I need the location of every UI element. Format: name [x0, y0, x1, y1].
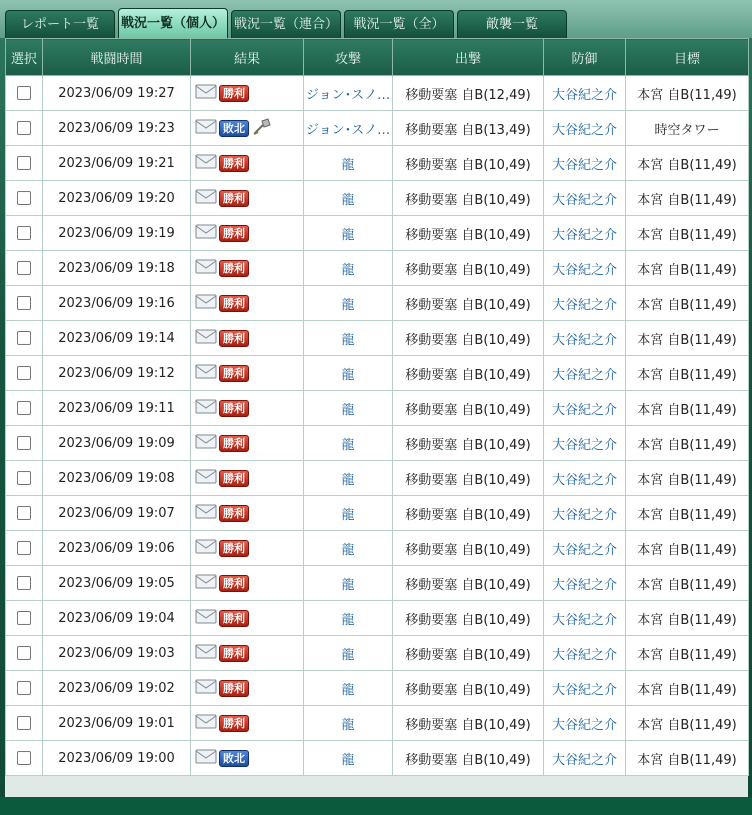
row-checkbox[interactable]: [17, 681, 31, 695]
sortie-cell: 移動要塞 自B(10,49): [393, 496, 544, 531]
row-checkbox[interactable]: [17, 506, 31, 520]
result-cell: [191, 601, 304, 636]
target-cell: 本宮 自B(11,49): [626, 146, 749, 181]
target-cell: 本宮 自B(11,49): [626, 76, 749, 111]
defender-link[interactable]: 大谷紀之介: [551, 437, 617, 453]
defender-cell: [544, 146, 626, 181]
sortie-cell: 移動要塞 自B(12,49): [393, 76, 544, 111]
result-badge[interactable]: 勝利: [219, 155, 249, 172]
battle-time: 2023/06/09 19:08: [43, 461, 191, 496]
sortie-cell: 移動要塞 自B(10,49): [393, 671, 544, 706]
defender-cell: [544, 321, 626, 356]
result-cell: [191, 566, 304, 601]
tab-battle-personal[interactable]: 戦況一覧（個人）: [118, 8, 228, 38]
attacker-link[interactable]: 龍: [341, 647, 355, 663]
battle-time: 2023/06/09 19:00: [43, 741, 191, 776]
sortie-cell: 移動要塞 自B(10,49): [393, 181, 544, 216]
table-row: [6, 671, 749, 706]
result-badge[interactable]: 勝利: [219, 715, 249, 732]
table-row: [6, 286, 749, 321]
attacker-cell: [304, 461, 393, 496]
battle-time: 2023/06/09 19:09: [43, 426, 191, 461]
sortie-cell: 移動要塞 自B(10,49): [393, 146, 544, 181]
row-checkbox[interactable]: [17, 716, 31, 730]
defender-cell: [544, 741, 626, 776]
attacker-link[interactable]: 龍: [341, 507, 355, 523]
row-checkbox[interactable]: [17, 226, 31, 240]
select-cell: [6, 356, 43, 391]
select-cell: [6, 286, 43, 321]
battle-time: 2023/06/09 19:20: [43, 181, 191, 216]
result-cell: [191, 111, 304, 146]
attacker-link[interactable]: ジョン･スノ…: [305, 87, 391, 103]
row-checkbox[interactable]: [17, 261, 31, 275]
sortie-cell: 移動要塞 自B(10,49): [393, 356, 544, 391]
battle-time: 2023/06/09 19:04: [43, 601, 191, 636]
table-row: [6, 741, 749, 776]
table-row: [6, 76, 749, 111]
attacker-link[interactable]: 龍: [341, 297, 355, 313]
row-checkbox[interactable]: [17, 191, 31, 205]
row-checkbox[interactable]: [17, 331, 31, 345]
result-cell: [191, 181, 304, 216]
envelope-icon[interactable]: [195, 643, 217, 663]
envelope-icon[interactable]: [195, 398, 217, 418]
target-cell: 本宮 自B(11,49): [626, 531, 749, 566]
select-cell: [6, 531, 43, 566]
envelope-icon[interactable]: [195, 573, 217, 593]
defender-cell: [544, 636, 626, 671]
target-cell: 本宮 自B(11,49): [626, 496, 749, 531]
result-cell: [191, 496, 304, 531]
attacker-cell: [304, 216, 393, 251]
result-badge[interactable]: 勝利: [219, 295, 249, 312]
defender-link[interactable]: 大谷紀之介: [551, 332, 617, 348]
target-cell: 時空タワー: [626, 111, 749, 146]
row-checkbox[interactable]: [17, 471, 31, 485]
attacker-cell: [304, 251, 393, 286]
attacker-cell: [304, 146, 393, 181]
attacker-link[interactable]: 龍: [341, 157, 355, 173]
table-row: [6, 601, 749, 636]
battle-time: 2023/06/09 19:12: [43, 356, 191, 391]
sortie-cell: 移動要塞 自B(10,49): [393, 426, 544, 461]
defender-link[interactable]: 大谷紀之介: [551, 612, 617, 628]
header-attacker: 攻撃: [304, 39, 393, 76]
tab-battle-all[interactable]: 戦況一覧（全）: [344, 10, 454, 38]
envelope-icon[interactable]: [195, 83, 217, 103]
attacker-cell: [304, 321, 393, 356]
envelope-icon[interactable]: [195, 188, 217, 208]
select-cell: [6, 321, 43, 356]
envelope-icon[interactable]: [195, 258, 217, 278]
result-badge[interactable]: 勝利: [219, 260, 249, 277]
defender-link[interactable]: 大谷紀之介: [551, 87, 617, 103]
tab-battle-alliance[interactable]: 戦況一覧（連合）: [231, 10, 341, 38]
select-cell: [6, 636, 43, 671]
battle-time: 2023/06/09 19:27: [43, 76, 191, 111]
row-checkbox[interactable]: [17, 366, 31, 380]
row-checkbox[interactable]: [17, 401, 31, 415]
table-row: [6, 356, 749, 391]
table-row: [6, 181, 749, 216]
table-row: [6, 566, 749, 601]
result-badge[interactable]: 勝利: [219, 505, 249, 522]
table-row: [6, 531, 749, 566]
select-cell: [6, 76, 43, 111]
envelope-icon[interactable]: [195, 713, 217, 733]
defender-link[interactable]: 大谷紀之介: [551, 577, 617, 593]
defender-link[interactable]: 大谷紀之介: [551, 542, 617, 558]
result-cell: [191, 636, 304, 671]
envelope-icon[interactable]: [195, 223, 217, 243]
battle-time: 2023/06/09 19:07: [43, 496, 191, 531]
sortie-cell: 移動要塞 自B(10,49): [393, 636, 544, 671]
sortie-cell: 移動要塞 自B(10,49): [393, 601, 544, 636]
header-target: 目標: [626, 39, 749, 76]
attacker-link[interactable]: ジョン･スノ…: [305, 122, 391, 138]
attacker-cell: [304, 181, 393, 216]
envelope-icon[interactable]: [195, 503, 217, 523]
table-row: [6, 426, 749, 461]
sortie-cell: 移動要塞 自B(10,49): [393, 321, 544, 356]
result-cell: [191, 461, 304, 496]
defender-link[interactable]: 大谷紀之介: [551, 647, 617, 663]
battle-time: 2023/06/09 19:16: [43, 286, 191, 321]
sortie-cell: 移動要塞 自B(10,49): [393, 566, 544, 601]
envelope-icon[interactable]: [195, 363, 217, 383]
table-row: [6, 321, 749, 356]
target-cell: 本宮 自B(11,49): [626, 601, 749, 636]
select-cell: [6, 391, 43, 426]
defender-cell: [544, 531, 626, 566]
table-row: [6, 636, 749, 671]
target-cell: 本宮 自B(11,49): [626, 741, 749, 776]
attacker-link[interactable]: 龍: [341, 752, 355, 768]
defender-link[interactable]: 大谷紀之介: [551, 297, 617, 313]
result-badge[interactable]: 勝利: [219, 470, 249, 487]
target-cell: 本宮 自B(11,49): [626, 286, 749, 321]
defender-link[interactable]: 大谷紀之介: [551, 507, 617, 523]
attacker-link[interactable]: 龍: [341, 717, 355, 733]
target-cell: 本宮 自B(11,49): [626, 216, 749, 251]
defender-link[interactable]: 大谷紀之介: [551, 262, 617, 278]
table-row: [6, 216, 749, 251]
sortie-cell: 移動要塞 自B(10,49): [393, 216, 544, 251]
result-cell: [191, 531, 304, 566]
select-cell: [6, 496, 43, 531]
defender-cell: [544, 601, 626, 636]
table-header-row: [6, 39, 749, 76]
battle-time: 2023/06/09 19:19: [43, 216, 191, 251]
defender-cell: [544, 216, 626, 251]
select-cell: [6, 426, 43, 461]
result-badge[interactable]: 勝利: [219, 680, 249, 697]
envelope-icon[interactable]: [195, 748, 217, 768]
bottom-bar: [0, 797, 752, 815]
defender-cell: [544, 566, 626, 601]
defender-cell: [544, 111, 626, 146]
row-checkbox[interactable]: [17, 541, 31, 555]
result-cell: [191, 251, 304, 286]
tab-enemy-raids[interactable]: 敵襲一覧: [457, 10, 567, 38]
target-cell: 本宮 自B(11,49): [626, 426, 749, 461]
defender-cell: [544, 76, 626, 111]
target-cell: 本宮 自B(11,49): [626, 461, 749, 496]
target-cell: 本宮 自B(11,49): [626, 391, 749, 426]
defender-cell: [544, 356, 626, 391]
target-cell: 本宮 自B(11,49): [626, 181, 749, 216]
defender-cell: [544, 426, 626, 461]
result-cell: [191, 391, 304, 426]
defender-cell: [544, 286, 626, 321]
target-cell: 本宮 自B(11,49): [626, 356, 749, 391]
result-cell: [191, 146, 304, 181]
select-cell: [6, 741, 43, 776]
attacker-link[interactable]: 龍: [341, 192, 355, 208]
envelope-icon[interactable]: [195, 468, 217, 488]
header-select: 選択: [6, 39, 43, 76]
result-badge[interactable]: 勝利: [219, 330, 249, 347]
attacker-cell: [304, 531, 393, 566]
tab-report-list[interactable]: レポート一覧: [5, 10, 115, 38]
defender-link[interactable]: 大谷紀之介: [551, 192, 617, 208]
result-cell: [191, 426, 304, 461]
select-cell: [6, 566, 43, 601]
defender-cell: [544, 461, 626, 496]
sortie-cell: 移動要塞 自B(10,49): [393, 706, 544, 741]
attacker-link[interactable]: 龍: [341, 332, 355, 348]
defender-link[interactable]: 大谷紀之介: [551, 682, 617, 698]
attacker-link[interactable]: 龍: [341, 367, 355, 383]
sortie-cell: 移動要塞 自B(10,49): [393, 251, 544, 286]
result-badge[interactable]: 勝利: [219, 645, 249, 662]
result-cell: [191, 706, 304, 741]
target-cell: 本宮 自B(11,49): [626, 321, 749, 356]
row-checkbox[interactable]: [17, 646, 31, 660]
target-cell: 本宮 自B(11,49): [626, 706, 749, 741]
target-cell: 本宮 自B(11,49): [626, 636, 749, 671]
result-badge[interactable]: 勝利: [219, 190, 249, 207]
table-row: [6, 496, 749, 531]
result-badge[interactable]: 勝利: [219, 575, 249, 592]
row-checkbox[interactable]: [17, 436, 31, 450]
defender-link[interactable]: 大谷紀之介: [551, 157, 617, 173]
envelope-icon[interactable]: [195, 118, 217, 138]
attacker-cell: [304, 111, 393, 146]
sortie-cell: 移動要塞 自B(10,49): [393, 531, 544, 566]
attacker-link[interactable]: 龍: [341, 577, 355, 593]
select-cell: [6, 461, 43, 496]
defender-cell: [544, 496, 626, 531]
battle-time: 2023/06/09 19:23: [43, 111, 191, 146]
defender-link[interactable]: 大谷紀之介: [551, 122, 617, 138]
battle-table: [5, 38, 749, 776]
defender-link[interactable]: 大谷紀之介: [551, 752, 617, 768]
table-row: [6, 706, 749, 741]
attacker-link[interactable]: 龍: [341, 402, 355, 418]
defender-cell: [544, 706, 626, 741]
select-cell: [6, 706, 43, 741]
attacker-cell: [304, 76, 393, 111]
defender-link[interactable]: 大谷紀之介: [551, 227, 617, 243]
result-cell: [191, 286, 304, 321]
result-cell: [191, 671, 304, 706]
select-cell: [6, 251, 43, 286]
target-cell: 本宮 自B(11,49): [626, 251, 749, 286]
table-row: [6, 111, 749, 146]
row-checkbox[interactable]: [17, 751, 31, 765]
sortie-cell: 移動要塞 自B(10,49): [393, 391, 544, 426]
defender-cell: [544, 391, 626, 426]
result-badge[interactable]: 敗北: [219, 750, 249, 767]
shovel-icon: [252, 117, 272, 139]
attacker-link[interactable]: 龍: [341, 612, 355, 628]
defender-link[interactable]: 大谷紀之介: [551, 717, 617, 733]
sortie-cell: 移動要塞 自B(10,49): [393, 741, 544, 776]
sortie-cell: 移動要塞 自B(10,49): [393, 461, 544, 496]
battle-time: 2023/06/09 19:11: [43, 391, 191, 426]
envelope-icon[interactable]: [195, 538, 217, 558]
table-body: [6, 76, 749, 776]
table-row: [6, 391, 749, 426]
row-checkbox[interactable]: [17, 156, 31, 170]
result-badge[interactable]: 勝利: [219, 435, 249, 452]
battle-time: 2023/06/09 19:03: [43, 636, 191, 671]
result-cell: [191, 321, 304, 356]
attacker-cell: [304, 601, 393, 636]
battle-time: 2023/06/09 19:02: [43, 671, 191, 706]
select-cell: [6, 216, 43, 251]
row-checkbox[interactable]: [17, 611, 31, 625]
attacker-cell: [304, 566, 393, 601]
envelope-icon[interactable]: [195, 293, 217, 313]
result-badge[interactable]: 勝利: [219, 540, 249, 557]
attacker-cell: [304, 496, 393, 531]
attacker-cell: [304, 706, 393, 741]
table-row: [6, 461, 749, 496]
battle-table-container: [5, 38, 748, 797]
result-cell: [191, 356, 304, 391]
target-cell: 本宮 自B(11,49): [626, 566, 749, 601]
header-sortie: 出撃: [393, 39, 544, 76]
attacker-link[interactable]: 龍: [341, 542, 355, 558]
select-cell: [6, 111, 43, 146]
row-checkbox[interactable]: [17, 576, 31, 590]
defender-cell: [544, 671, 626, 706]
attacker-link[interactable]: 龍: [341, 682, 355, 698]
select-cell: [6, 671, 43, 706]
table-row: [6, 251, 749, 286]
battle-time: 2023/06/09 19:14: [43, 321, 191, 356]
select-cell: [6, 601, 43, 636]
battle-time: 2023/06/09 19:21: [43, 146, 191, 181]
result-badge[interactable]: 勝利: [219, 225, 249, 242]
attacker-cell: [304, 286, 393, 321]
result-badge[interactable]: 敗北: [219, 120, 249, 137]
envelope-icon[interactable]: [195, 608, 217, 628]
header-defender: 防御: [544, 39, 626, 76]
envelope-icon[interactable]: [195, 678, 217, 698]
row-checkbox[interactable]: [17, 86, 31, 100]
result-badge[interactable]: 勝利: [219, 400, 249, 417]
attacker-link[interactable]: 龍: [341, 437, 355, 453]
envelope-icon[interactable]: [195, 433, 217, 453]
attacker-cell: [304, 356, 393, 391]
result-badge[interactable]: 勝利: [219, 610, 249, 627]
row-checkbox[interactable]: [17, 121, 31, 135]
attacker-cell: [304, 741, 393, 776]
defender-link[interactable]: 大谷紀之介: [551, 367, 617, 383]
battle-time: 2023/06/09 19:06: [43, 531, 191, 566]
header-result: 結果: [191, 39, 304, 76]
defender-cell: [544, 181, 626, 216]
defender-link[interactable]: 大谷紀之介: [551, 472, 617, 488]
tab-bar: [0, 0, 752, 38]
attacker-link[interactable]: 龍: [341, 472, 355, 488]
defender-link[interactable]: 大谷紀之介: [551, 402, 617, 418]
table-row: [6, 146, 749, 181]
result-cell: [191, 741, 304, 776]
sortie-cell: 移動要塞 自B(10,49): [393, 286, 544, 321]
select-cell: [6, 181, 43, 216]
envelope-icon[interactable]: [195, 328, 217, 348]
attacker-link[interactable]: 龍: [341, 227, 355, 243]
battle-time: 2023/06/09 19:18: [43, 251, 191, 286]
battle-time: 2023/06/09 19:05: [43, 566, 191, 601]
sortie-cell: 移動要塞 自B(13,49): [393, 111, 544, 146]
battle-time: 2023/06/09 19:01: [43, 706, 191, 741]
select-cell: [6, 146, 43, 181]
defender-cell: [544, 251, 626, 286]
attacker-cell: [304, 636, 393, 671]
target-cell: 本宮 自B(11,49): [626, 671, 749, 706]
envelope-icon[interactable]: [195, 153, 217, 173]
result-badge[interactable]: 勝利: [219, 365, 249, 382]
attacker-link[interactable]: 龍: [341, 262, 355, 278]
header-battle-time: 戦闘時間: [43, 39, 191, 76]
result-cell: [191, 76, 304, 111]
result-badge[interactable]: 勝利: [219, 85, 249, 102]
row-checkbox[interactable]: [17, 296, 31, 310]
result-cell: [191, 216, 304, 251]
attacker-cell: [304, 671, 393, 706]
attacker-cell: [304, 426, 393, 461]
attacker-cell: [304, 391, 393, 426]
